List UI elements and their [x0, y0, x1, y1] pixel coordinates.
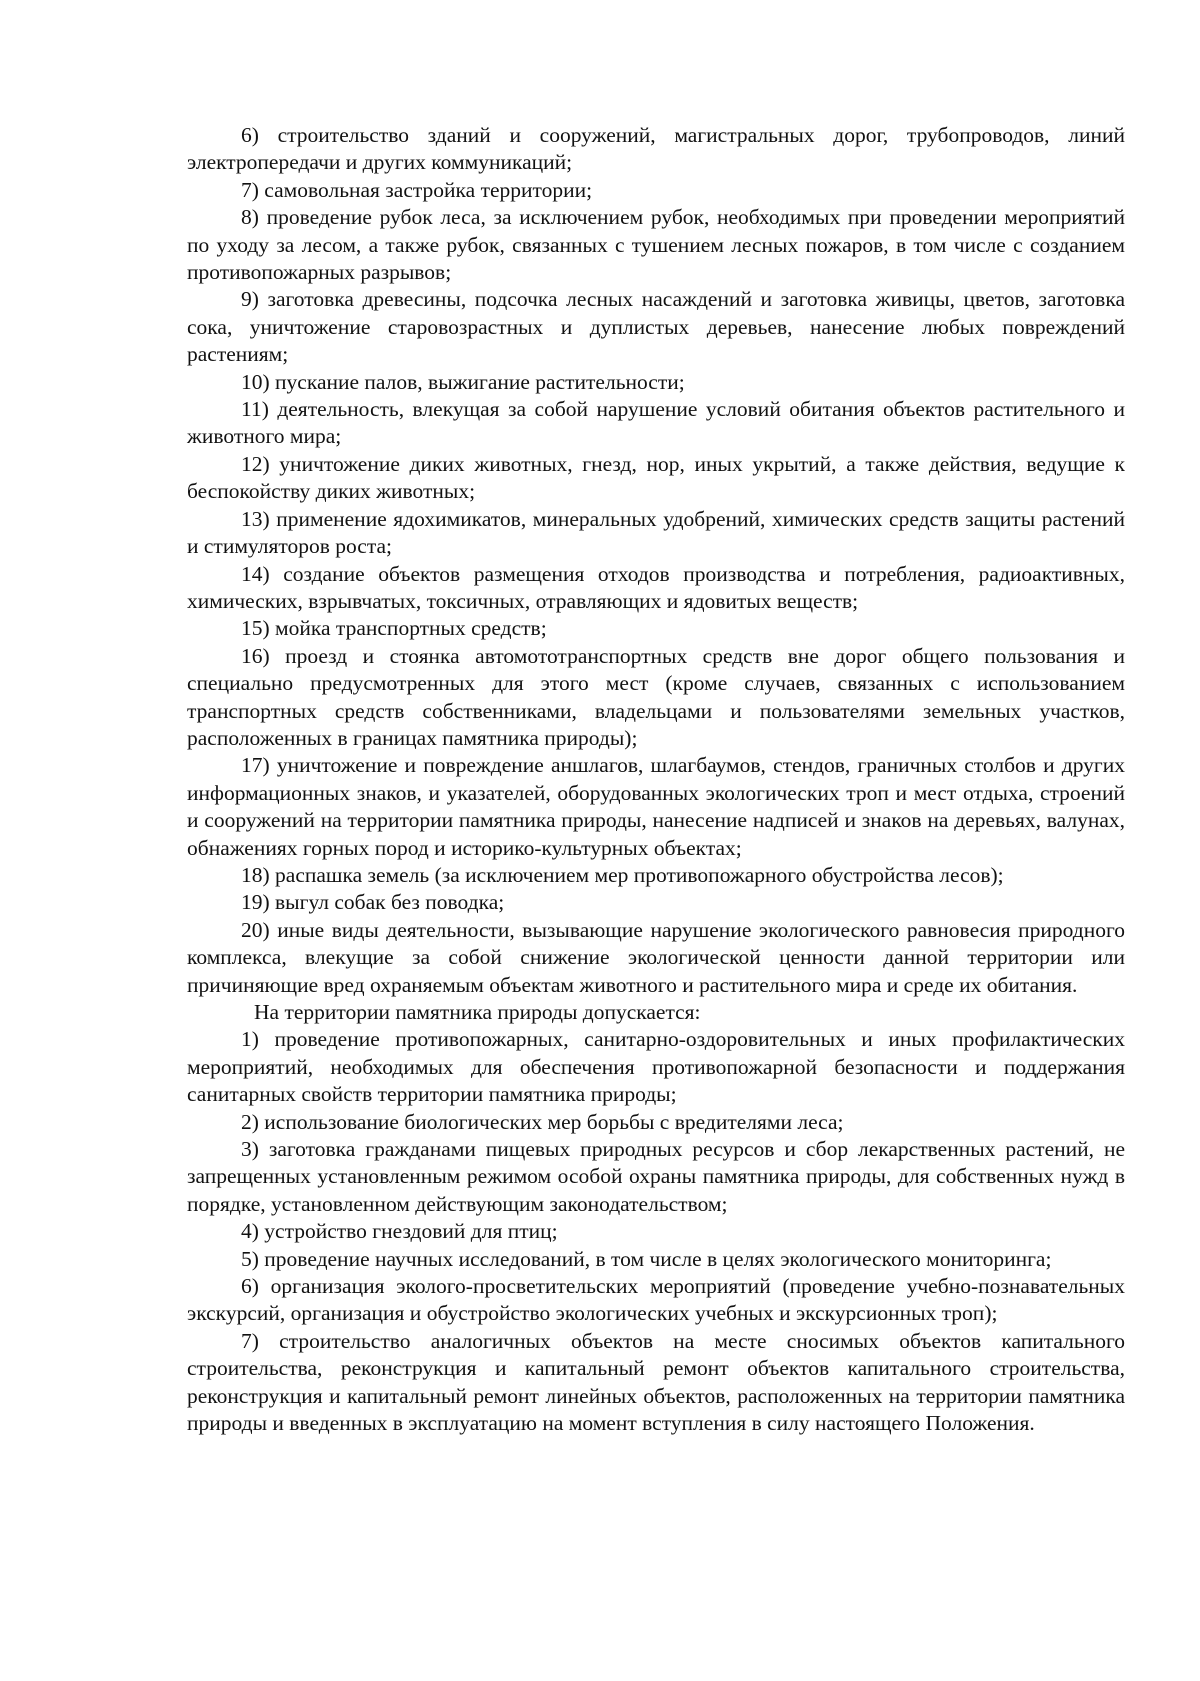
- paragraph-permitted-2: 2) использование биологических мер борьбы с вредителями леса;: [241, 1109, 844, 1134]
- paragraph-prohibited-11: 11) деятельность, влекущая за собой нарушение условий обитания объектов растительного и животного мира;: [187, 397, 1125, 449]
- paragraph-permitted-7: 7) строительство аналогичных объектов на месте сносимых объектов капитального строительства, реконструкция и капитальный ремонт объектов капитального строительства, реконструкция и капитальный ремонт линейных объектов, расположенных на территории памятника природы и введенных в эксплуатацию на момент вступления в силу настоящего Положения.: [187, 1328, 1125, 1436]
- paragraph-prohibited-18: 18) распашка земель (за исключением мер противопожарного обустройства лесов);: [241, 862, 1004, 887]
- paragraph-prohibited-12: 12) уничтожение диких животных, гнезд, нор, иных укрытий, а также действия, ведущие к беспокойству диких животных;: [187, 451, 1125, 504]
- paragraph-prohibited-20: 20) иные виды деятельности, вызывающие нарушение экологического равновесия природного комплекса, влекущие за собой снижение экологической ценности данной территории или причиняющие вред охраняемым объектам животного и растительного мира и среде их обитания.: [187, 917, 1125, 997]
- paragraph-prohibited-16: 16) проезд и стоянка автомототранспортных средств вне дорог общего пользования и специально предусмотренных для этого мест (кроме случаев, связанных с использованием транспортных средств собственниками, владельцами и пользователями земельных участков, расположенных в границах памятника природы);: [187, 643, 1125, 750]
- paragraph-prohibited-17: 17) уничтожение и повреждение аншлагов, шлагбаумов, стендов, граничных столбов и других информационных знаков, и указателей, оборудованных экологических троп и мест отдыха, строений и сооружений на территории памятника природы, нанесение надписей и знаков на деревьях, валунах, обнажениях горных пород и историко-культурных объектах;: [187, 753, 1125, 860]
- paragraph-permitted-6: 6) организация эколого-просветительских мероприятий (проведение учебно-познавательных экскурсий, организация и обустройство экологических учебных и экскурсионных троп);: [187, 1274, 1125, 1326]
- paragraph-prohibited-9: 9) заготовка древесины, подсочка лесных насаждений и заготовка живицы, цветов, заготовка сока, уничтожение старовозрастных и дуплистых деревьев, нанесение любых повреждений растениям;: [187, 287, 1125, 367]
- paragraph-permitted-5: 5) проведение научных исследований, в том числе в целях экологического мониторинга;: [241, 1246, 1052, 1271]
- paragraph-prohibited-15: 15) мойка транспортных средств;: [241, 616, 547, 641]
- paragraph-prohibited-13: 13) применение ядохимикатов, минеральных удобрений, химических средств защиты растений и стимуляторов роста;: [187, 506, 1125, 559]
- paragraph-prohibited-19: 19) выгул собак без поводка;: [241, 890, 505, 915]
- paragraph-prohibited-8: 8) проведение рубок леса, за исключением рубок, необходимых при проведении мероприятий по уходу за лесом, а также рубок, связанных с тушением лесных пожаров, в том числе с созданием противопожарных разрывов;: [187, 205, 1125, 285]
- document-body: [187, 122, 1125, 1438]
- paragraph-prohibited-7: 7) самовольная застройка территории;: [241, 177, 593, 202]
- paragraph-permitted-1: 1) проведение противопожарных, санитарно-оздоровительных и иных профилактических мероприятий, необходимых для обеспечения противопожарной безопасности и поддержания санитарных свойств территории памятника природы;: [187, 1027, 1125, 1107]
- paragraph-prohibited-6: 6) строительство зданий и сооружений, магистральных дорог, трубопроводов, линий электропередачи и других коммуникаций;: [187, 123, 1125, 175]
- paragraph-permitted-4: 4) устройство гнездовий для птиц;: [241, 1219, 558, 1244]
- paragraph-prohibited-10: 10) пускание палов, выжигание растительности;: [241, 369, 685, 394]
- paragraph-permitted-3: 3) заготовка гражданами пищевых природных ресурсов и сбор лекарственных растений, не запрещенных установленным режимом особой охраны памятника природы, для собственных нужд в порядке, установленном действующим законодательством;: [187, 1137, 1125, 1216]
- paragraph-prohibited-14: 14) создание объектов размещения отходов производства и потребления, радиоактивных, химических, взрывчатых, токсичных, отравляющих и ядовитых веществ;: [187, 561, 1125, 613]
- paragraph-permitted-intro: На территории памятника природы допускается:: [254, 1000, 701, 1024]
